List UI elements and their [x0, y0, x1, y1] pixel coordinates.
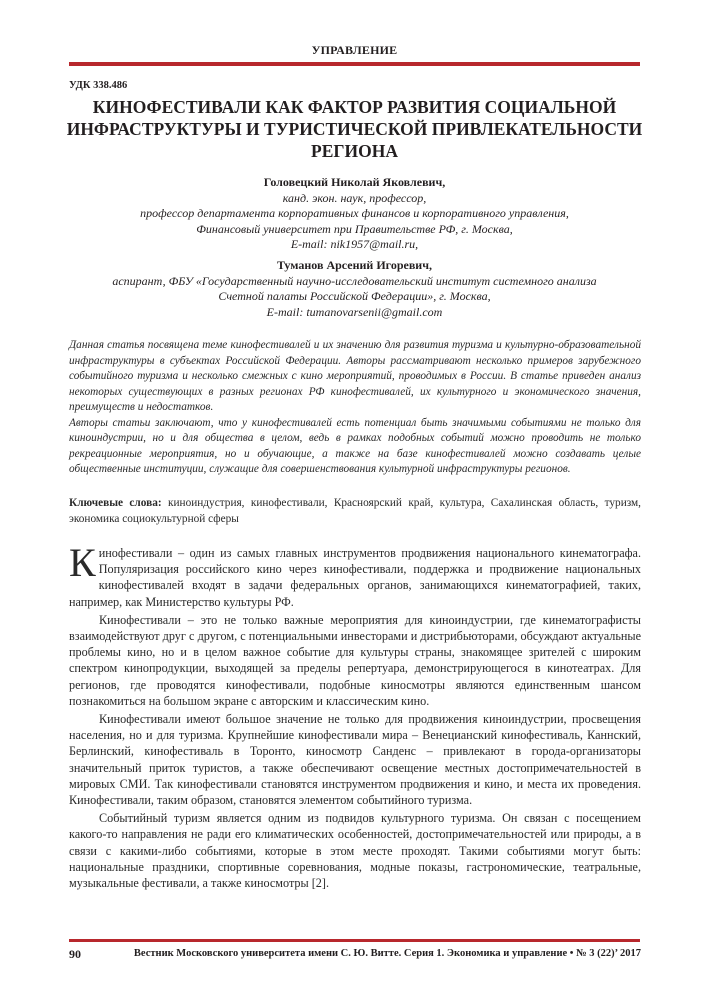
author-affiliation-cont: Счетной палаты Российской Федерации», г. Москва,: [218, 289, 491, 304]
author-degree: канд. экон. наук, профессор,: [282, 190, 427, 205]
author-1: [60, 175, 649, 253]
author-email: E-mail: tumanovarsenii@gmail.com: [266, 304, 443, 319]
footer-rule: [69, 939, 640, 942]
author-position: профессор департамента корпоративных финансов и корпоративного управления,: [140, 206, 569, 221]
title-line: РЕГИОНА: [311, 141, 398, 161]
article-body: [69, 540, 641, 893]
abstract-paragraph: Данная статья посвящена теме кинофестивалей и их значению для развития туризма и культурно-образовательной инфраструктуры в субъектах Российской Федерации. Авторы рассматривают несколько примеров зарубежного событийного туризма и несколько смежных с кино мероприятий, проводимых в России. В статье приведен анализ некоторых существующих в разных регионах РФ кинофестивалей, их культурного и экономического значения, преимуществ и недостатков.: [69, 339, 641, 413]
authors-block: [60, 175, 649, 320]
journal-citation: Вестник Московского университета имени С. Ю. Витте. Серия 1. Экономика и управление • № 3 (22)’ 2017: [133, 948, 641, 959]
abstract-paragraph: Авторы статьи заключают, что у кинофестивалей есть потенциал быть значимыми событиями не только для киноиндустрии, но и для общества в целом, ведь в рамках подобных событий можно проводить не только рекреационные мероприятия, но и обучающие, а также на базе кинофестивалей можно создавать целые общественные институции, служащие для совершенствования культурной инфраструктуры регионов.: [69, 416, 641, 475]
author-affiliation: Финансовый университет при Правительстве РФ, г. Москва,: [196, 221, 513, 236]
body-paragraph: Кинофестивали – это не только важные мероприятия для киноиндустрии, где кинематографисты взаимодействуют друг с другом, с потенциальными инвесторами и дистрибьюторами, обсуждают актуальные проблемы кино, но и в целом важное событие для культуры страны, знакомящее зрителей с широким спектром кинопродукции, выходящей за пределы репертуара, демонстрирующегося в кинотеатрах. Для регионов, где проводятся кинофестивали, подобные киносмотры являются единственным шансом познакомиться на большом экране с авторским и классическим кино.: [69, 612, 641, 708]
keywords-list: киноиндустрия, кинофестивали, Красноярский край, культура, Сахалинская область, туризм, экономика социокультурной сферы: [69, 497, 642, 525]
author-name: Туманов Арсений Игоревич,: [277, 257, 432, 272]
page-number: 90: [69, 947, 81, 961]
author-2: [60, 258, 649, 320]
article-title: [60, 96, 649, 162]
title-line: КИНОФЕСТИВАЛИ КАК ФАКТОР РАЗВИТИЯ СОЦИАЛЬНОЙ: [92, 97, 617, 117]
title-line: ИНФРАСТРУКТУРЫ И ТУРИСТИЧЕСКОЙ ПРИВЛЕКАТЕЛЬНОСТИ: [66, 119, 643, 139]
body-paragraph: [69, 540, 641, 610]
paragraph-text: инофестивали – один из самых главных инструментов продвижения национального кинематографа. Популяризация российского кино через кинофестивали, поддержка и продвижение национальных кинофестивалей входят в задачи федеральных органов, занимающихся кинематографией, таких, например, как Министерство культуры РФ.: [69, 546, 641, 609]
body-paragraph: Кинофестивали имеют большое значение не только для продвижения киноиндустрии, просвещения населения, но и для туризма. Крупнейшие кинофестивали мира – Венецианский кинофестиваль, Каннский, Берлинский, кинофестиваль в Торонто, киносмотр Санденс – привлекают в города-организаторы значительный приток туристов, а также обеспечивают освещение местных достопримечательностей в мировых СМИ. Так кинофестивали становятся инструментом продвижения и кино, и места их проведения. Кинофестивали, таким образом, становятся элементом событийного туризма.: [69, 712, 641, 808]
body-paragraph: Событийный туризм является одним из подвидов культурного туризма. Он связан с посещением какого-то направления не ради его климатических особенностей, достопримечательностей или природы, а в связи с какими-либо событиями, которые в этом месте проходят. Такими событиями могут быть: национальные праздники, спортивные соревнования, модные показы, гастрономические, театральные, музыкальные фестивали, а также киносмотры [2].: [69, 811, 641, 891]
section-header: УПРАВЛЕНИЕ: [311, 43, 398, 57]
author-name: Головецкий Николай Яковлевич,: [263, 175, 446, 189]
author-email: E-mail: nik1957@mail.ru,: [290, 237, 419, 252]
keywords: [69, 496, 641, 527]
keywords-label: Ключевые слова:: [69, 497, 162, 509]
author-affiliation: аспирант, ФБУ «Государственный научно-исследовательский институт системного анализа: [112, 273, 597, 288]
abstract: [69, 338, 641, 478]
drop-cap: К: [69, 540, 96, 585]
header-rule: [69, 62, 640, 66]
udk-code: УДК 338.486: [69, 80, 128, 91]
